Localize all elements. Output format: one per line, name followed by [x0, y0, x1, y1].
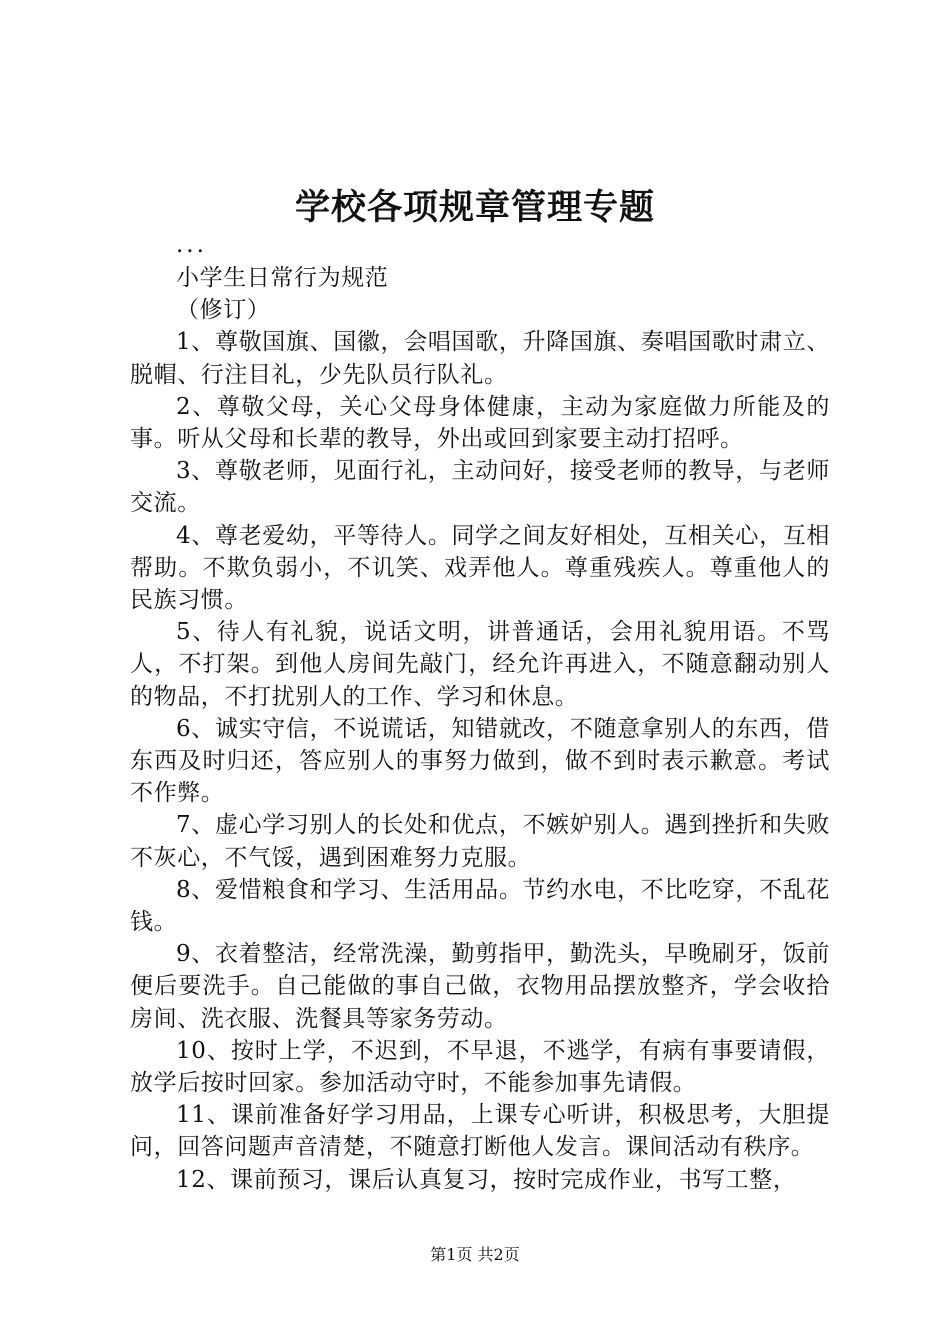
paragraph-9: 9、衣着整洁，经常洗澡，勤剪指甲，勤洗头，早晚刷牙，饭前便后要洗手。自己能做的事自己做，衣物用品摆放整齐，学会收拾房间、洗衣服、洗餐具等家务劳动。 [130, 941, 830, 1032]
ellipsis-line: ... [176, 232, 207, 258]
paragraph-11: 11、课前准备好学习用品，上课专心听讲，积极思考，大胆提问，回答问题声音清楚，不随意打断他人发言。课间活动有秩序。 [130, 1102, 830, 1161]
paragraph-3: 3、尊敬老师，见面行礼，主动问好，接受老师的教导，与老师交流。 [130, 458, 830, 517]
paragraph-6: 6、诚实守信，不说谎话，知错就改，不随意拿别人的东西，借东西及时归还，答应别人的事努力做到，做不到时表示歉意。考试不作弊。 [130, 715, 830, 807]
revision-note: （修订） [176, 297, 271, 324]
paragraph-5: 5、待人有礼貌，说话文明，讲普通话，会用礼貌用语。不骂人，不打架。到他人房间先敲门，经允许再进入，不随意翻动别人的物品，不打扰别人的工作、学习和休息。 [130, 619, 830, 710]
paragraph-10: 10、按时上学，不迟到，不早退，不逃学，有病有事要请假，放学后按时回家。参加活动守时，不能参加事先请假。 [130, 1037, 830, 1097]
section-subtitle: 小学生日常行为规范 [176, 265, 389, 291]
paragraph-1: 1、尊敬国旗、国徽，会唱国歌，升降国旗、奏唱国歌时肃立、脱帽、行注目礼，少先队员行队礼。 [130, 329, 830, 388]
paragraph-12: 12、课前预习，课后认真复习，按时完成作业，书写工整， [176, 1166, 797, 1193]
paragraph-2: 2、尊敬父母，关心父母身体健康，主动为家庭做力所能及的事。听从父母和长辈的教导，外出或回到家要主动打招呼。 [130, 393, 830, 453]
page-footer: 第1页 共2页 [430, 1245, 520, 1264]
paragraph-8: 8、爱惜粮食和学习、生活用品。节约水电，不比吃穿，不乱花钱。 [130, 876, 830, 936]
paragraph-4: 4、尊老爱幼，平等待人。同学之间友好相处，互相关心，互相帮助。不欺负弱小，不讥笑、戏弄他人。尊重残疾人。尊重他人的民族习惯。 [130, 522, 830, 614]
document-title: 学校各项规章管理专题 [294, 187, 655, 228]
document-body [130, 232, 830, 1196]
paragraph-7: 7、虚心学习别人的长处和优点，不嫉妒别人。遇到挫折和失败不灰心，不气馁，遇到困难努力克服。 [130, 812, 830, 871]
